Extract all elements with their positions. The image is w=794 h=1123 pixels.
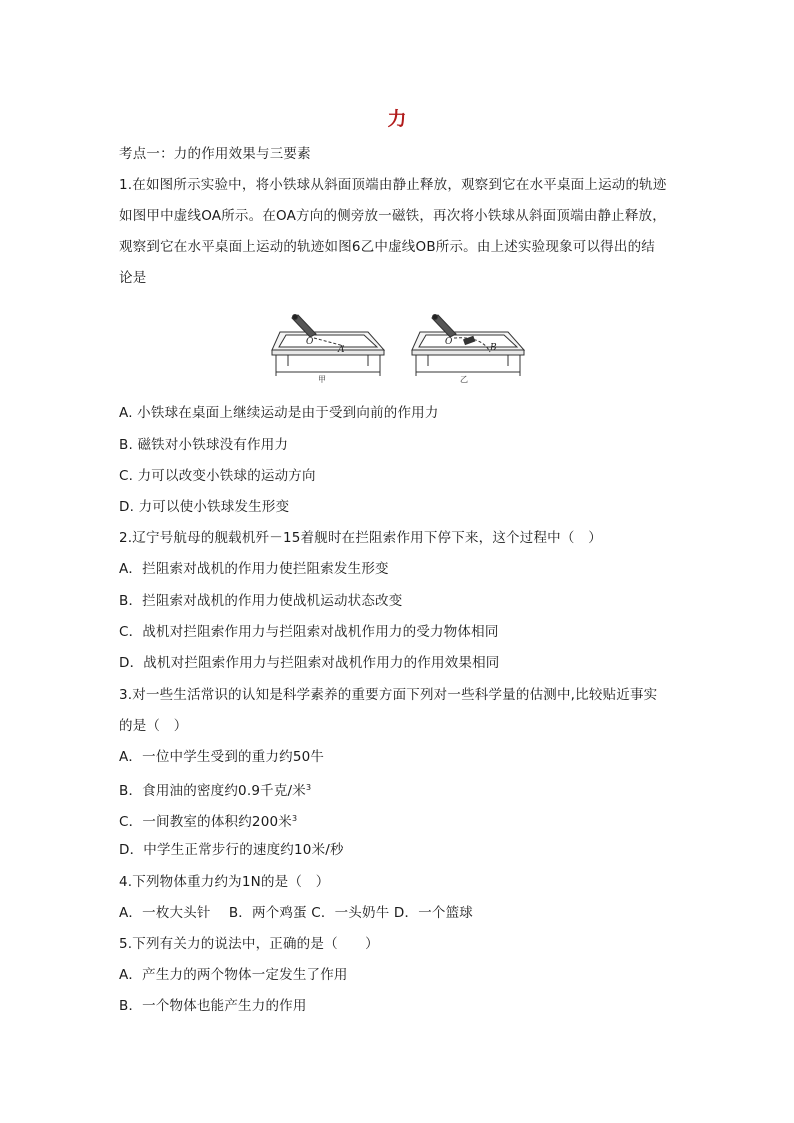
q1-stem-line-3: 观察到它在水平桌面上运动的轨迹如图6乙中虚线OB所示。由上述实验现象可以得出的结 (119, 239, 655, 255)
label-B: B (490, 343, 497, 353)
q3-option-c-text: C．一间教室的体积约200米 (119, 814, 292, 830)
q3-stem-line-2: 的是（ ） (119, 718, 188, 734)
q1-option-b: B. 磁铁对小铁球没有作用力 (119, 437, 289, 453)
q2-option-a: A．拦阻索对战机的作用力使拦阻索发生形变 (119, 561, 389, 577)
q3-option-c-superscript: 3 (292, 814, 298, 823)
q3-option-d: D．中学生正常步行的速度约10米/秒 (119, 842, 344, 858)
label-A: A (338, 345, 345, 355)
q1-option-a: A. 小铁球在桌面上继续运动是由于受到向前的作用力 (119, 405, 439, 421)
q3-option-a: A．一位中学生受到的重力约50牛 (119, 749, 325, 765)
q5-option-a: A．产生力的两个物体一定发生了作用 (119, 967, 348, 983)
q1-experiment-figure (268, 306, 526, 386)
q2-option-d: D．战机对拦阻索作用力与拦阻索对战机作用力的作用效果相同 (119, 655, 500, 671)
section-heading: 考点一：力的作用效果与三要素 (119, 146, 311, 162)
q5-option-b: B．一个物体也能产生力的作用 (119, 998, 307, 1014)
q1-option-d: D. 力可以使小铁球发生形变 (119, 499, 290, 515)
q1-stem-line-1: 1.在如图所示实验中，将小铁球从斜面顶端由静止释放，观察到它在水平桌面上运动的轨迹 (119, 177, 667, 193)
q3-option-b-superscript: 3 (305, 783, 312, 792)
q1-stem-line-2: 如图甲中虚线OA所示。在OA方向的侧旁放一磁铁，再次将小铁球从斜面顶端由静止释放， (119, 208, 666, 224)
q4-stem: 4.下列物体重力约为1N的是（ ） (119, 874, 330, 890)
q2-stem: 2.辽宁号航母的舰载机歼－15着舰时在拦阻索作用下停下来，这个过程中（ ） (119, 530, 602, 546)
page-title: 力 (387, 108, 407, 130)
q1-option-c: C. 力可以改变小铁球的运动方向 (119, 468, 316, 484)
q1-stem-line-4: 论是 (119, 270, 147, 286)
q5-stem: 5.下列有关力的说法中，正确的是（ ） (119, 936, 379, 952)
table-right (412, 315, 524, 377)
q3-stem-line-1: 3.对一些生活常识的认知是科学素养的重要方面下列对一些科学量的估测中,比较贴近事实 (119, 687, 658, 703)
caption-jia: 甲 (318, 375, 326, 384)
q3-option-b-text: B．食用油的密度约0.9千克/米 (119, 783, 306, 799)
label-O-left: O (306, 337, 314, 347)
q3-option-c (119, 810, 297, 831)
q3-option-b (119, 779, 311, 800)
caption-yi: 乙 (460, 375, 468, 384)
label-O-right: O (445, 337, 453, 347)
q4-options: A．一枚大头针 B．两个鸡蛋 C．一头奶牛 D．一个篮球 (119, 905, 473, 921)
table-left (272, 315, 384, 377)
q2-option-c: C．战机对拦阻索作用力与拦阻索对战机作用力的受力物体相同 (119, 624, 499, 640)
q2-option-b: B．拦阻索对战机的作用力使战机运动状态改变 (119, 593, 403, 609)
